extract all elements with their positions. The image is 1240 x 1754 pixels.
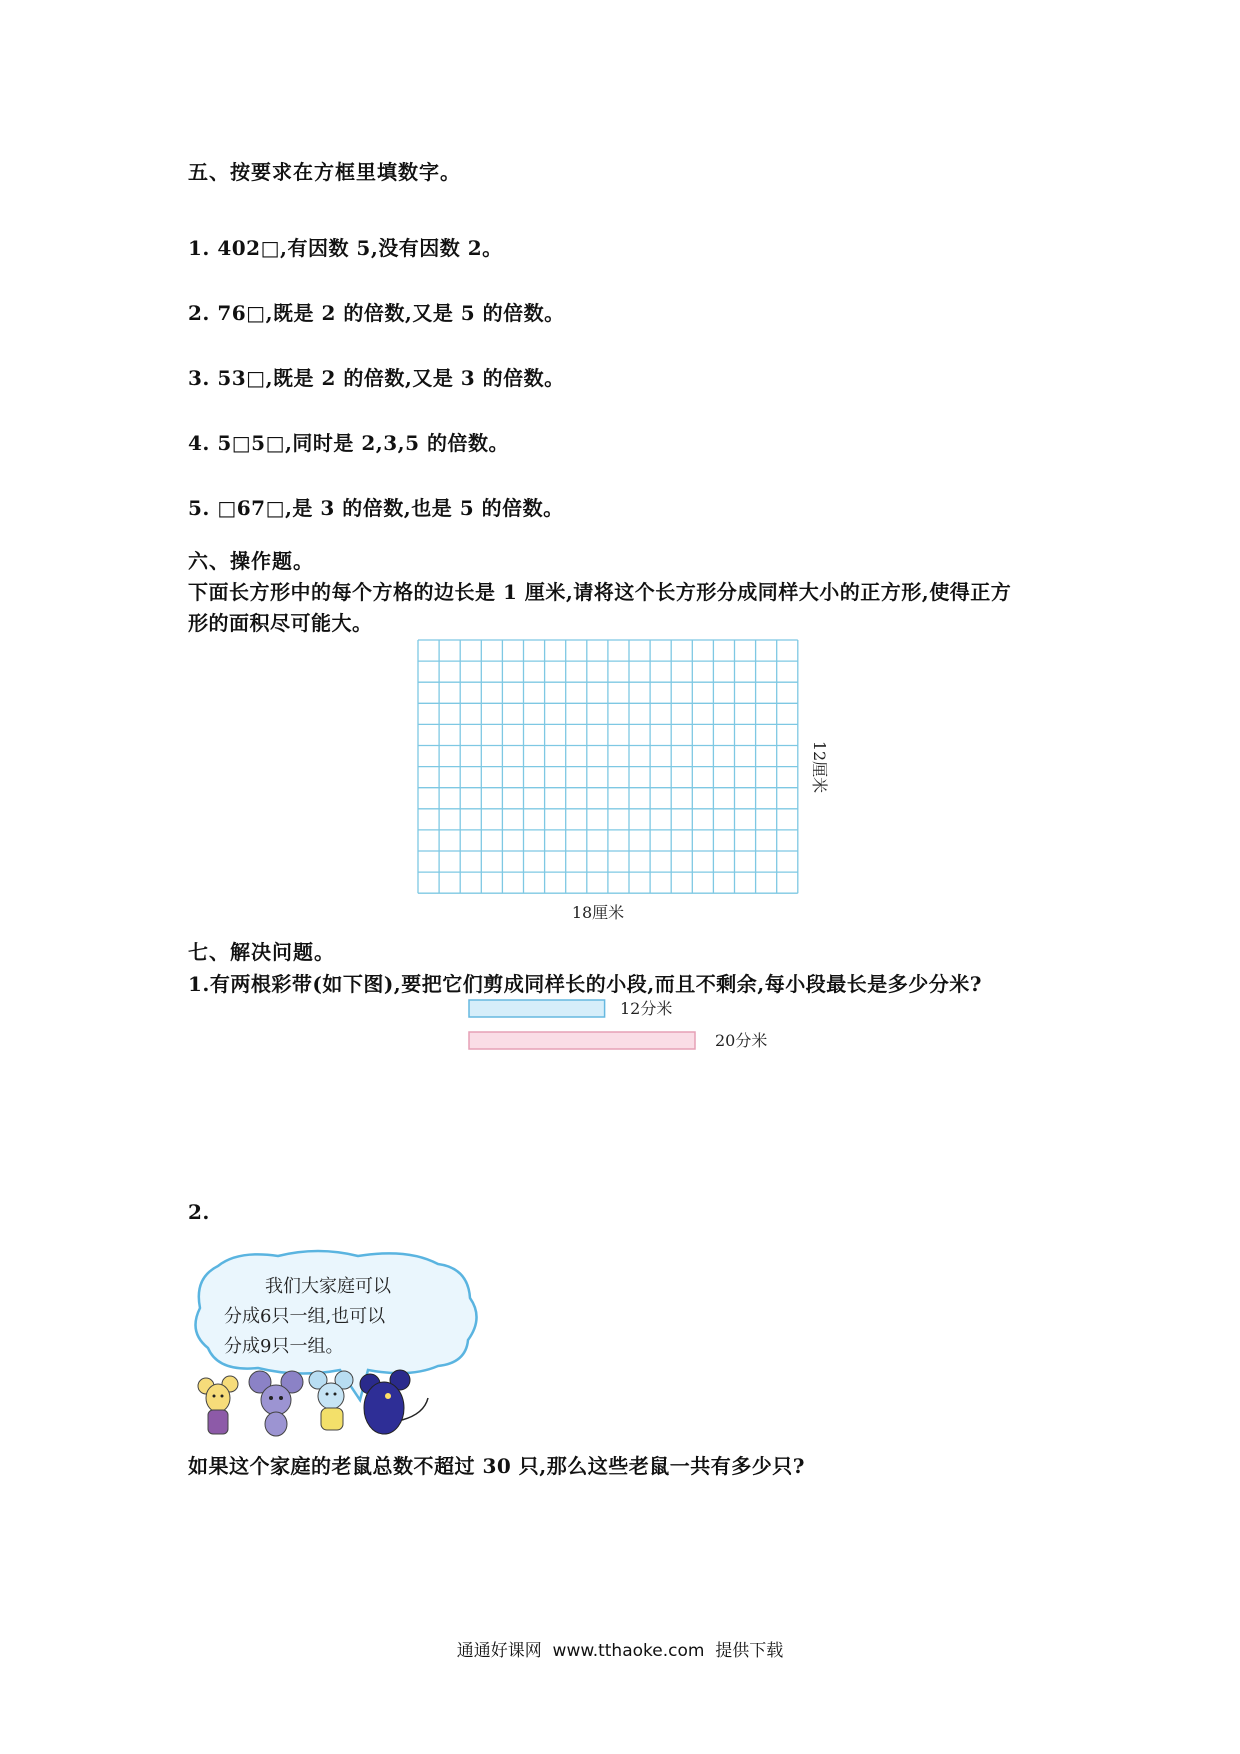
bubble-line-3: 分成9只一组。: [224, 1336, 344, 1357]
grid-width-label: 18厘米: [571, 903, 625, 922]
question-5-4: 4. 5□5□,同时是 2,3,5 的倍数。: [188, 431, 510, 455]
ribbon-12-label: 12分米: [620, 999, 673, 1018]
question-5-3: 3. 53□,既是 2 的倍数,又是 3 的倍数。: [188, 366, 565, 390]
bubble-line-1: 我们大家庭可以: [265, 1276, 391, 1297]
section-6-desc-line-1: 下面长方形中的每个方格的边长是 1 厘米,请将这个长方形分成同样大小的正方形,使得正方: [188, 580, 1012, 604]
question-5-5: 5. □67□,是 3 的倍数,也是 5 的倍数。: [188, 496, 564, 520]
section-5-title: 五、按要求在方框里填数字。: [188, 160, 461, 184]
section-6-title: 六、操作题。: [188, 549, 314, 573]
question-7-1: 1.有两根彩带(如下图),要把它们剪成同样长的小段,而且不剩余,每小段最长是多少分米?: [188, 972, 982, 996]
yellow-mouse-icon: [198, 1376, 238, 1434]
question-5-2: 2. 76□,既是 2 的倍数,又是 5 的倍数。: [188, 301, 565, 325]
footer-text: 通通好课网 www.tthaoke.com 提供下载: [456, 1641, 784, 1661]
blue-mouse-icon: [309, 1371, 353, 1430]
ribbon-12: [469, 1000, 605, 1017]
question-7-2-number: 2.: [188, 1200, 210, 1224]
ribbon-diagram: [460, 990, 800, 1060]
question-7-2: 如果这个家庭的老鼠总数不超过 30 只,那么这些老鼠一共有多少只?: [188, 1454, 805, 1478]
grid-diagram: [400, 630, 840, 930]
section-7-title: 七、解决问题。: [188, 940, 335, 964]
bubble-line-2: 分成6只一组,也可以: [224, 1306, 386, 1327]
ribbon-20: [469, 1032, 695, 1049]
navy-mouse-icon: [360, 1370, 428, 1434]
grid-height-label: 12厘米: [810, 740, 829, 794]
grid-lines: [418, 640, 798, 893]
mice-illustration: [188, 1248, 488, 1448]
question-5-1: 1. 402□,有因数 5,没有因数 2。: [188, 236, 503, 260]
section-6-desc-line-2: 形的面积尽可能大。: [188, 611, 373, 635]
purple-mouse-icon: [249, 1371, 303, 1436]
ribbon-20-label: 20分米: [715, 1031, 768, 1050]
